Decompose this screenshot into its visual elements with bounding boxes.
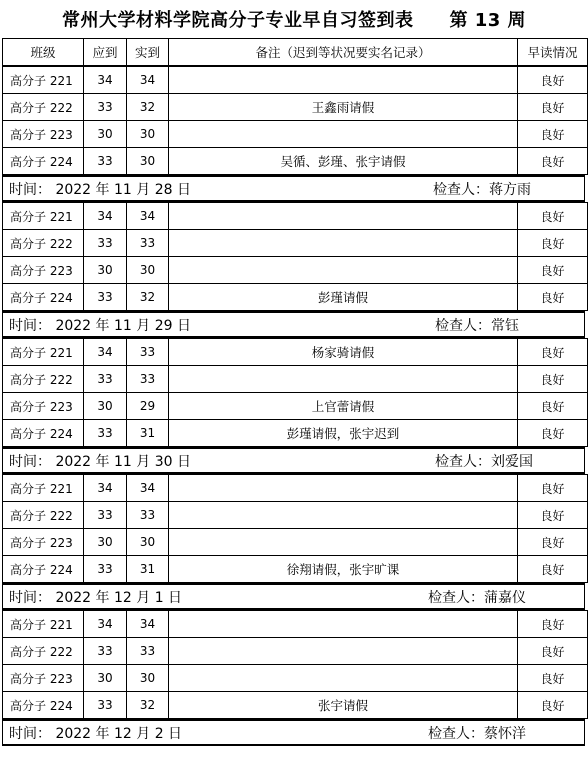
note-cell: 徐翔请假，张宇旷课: [169, 556, 518, 583]
table-row: [3, 665, 588, 692]
should-cell: 33: [84, 366, 127, 393]
class-cell: 高分子 223: [3, 665, 84, 692]
status-cell: 良好: [518, 148, 588, 175]
should-cell: 33: [84, 94, 127, 121]
actual-cell: 33: [127, 638, 169, 665]
should-cell: 30: [84, 529, 127, 556]
header-row: [3, 39, 588, 66]
note-cell: [169, 529, 518, 556]
class-cell: 高分子 221: [3, 339, 84, 366]
header-table: [2, 38, 588, 66]
class-cell: 高分子 223: [3, 257, 84, 284]
status-cell: 良好: [518, 692, 588, 719]
should-cell: 33: [84, 556, 127, 583]
class-cell: 高分子 222: [3, 366, 84, 393]
should-cell: 34: [84, 339, 127, 366]
actual-cell: 34: [127, 611, 169, 638]
note-cell: 张宇请假: [169, 692, 518, 719]
status-cell: 良好: [518, 502, 588, 529]
note-cell: [169, 502, 518, 529]
class-cell: 高分子 224: [3, 284, 84, 311]
actual-cell: 31: [127, 420, 169, 447]
table-row: [3, 339, 588, 366]
note-cell: 杨家骑请假: [169, 339, 518, 366]
note-cell: 王鑫雨请假: [169, 94, 518, 121]
header-should: 应到: [84, 39, 127, 66]
should-cell: 34: [84, 611, 127, 638]
actual-cell: 31: [127, 556, 169, 583]
date-label: 时间： 2022 年 11 月 30 日: [9, 453, 191, 470]
class-cell: 高分子 223: [3, 393, 84, 420]
actual-cell: 33: [127, 366, 169, 393]
status-cell: 良好: [518, 556, 588, 583]
date-label: 时间： 2022 年 11 月 28 日: [9, 181, 191, 198]
note-cell: [169, 67, 518, 94]
status-cell: 良好: [518, 230, 588, 257]
should-cell: 33: [84, 284, 127, 311]
table-row: [3, 556, 588, 583]
class-cell: 高分子 222: [3, 638, 84, 665]
table-row: [3, 638, 588, 665]
class-cell: 高分子 221: [3, 67, 84, 94]
status-cell: 良好: [518, 94, 588, 121]
actual-cell: 30: [127, 148, 169, 175]
table-row: [3, 94, 588, 121]
week-label: 第 13 周: [449, 10, 527, 31]
class-cell: 高分子 221: [3, 203, 84, 230]
should-cell: 33: [84, 692, 127, 719]
note-cell: [169, 230, 518, 257]
table-row: [3, 203, 588, 230]
status-cell: 良好: [518, 420, 588, 447]
class-cell: 高分子 224: [3, 692, 84, 719]
table-row: [3, 692, 588, 719]
note-cell: [169, 475, 518, 502]
class-cell: 高分子 221: [3, 611, 84, 638]
actual-cell: 30: [127, 529, 169, 556]
day-table: [2, 474, 588, 583]
day-table: [2, 610, 588, 719]
date-label: 时间： 2022 年 11 月 29 日: [9, 317, 191, 334]
actual-cell: 32: [127, 284, 169, 311]
checker-label: 检查人：蒋方雨: [433, 181, 531, 198]
note-cell: [169, 121, 518, 148]
class-cell: 高分子 223: [3, 121, 84, 148]
header-class: 班级: [3, 39, 84, 66]
checker-label: 检查人：蒲嘉仪: [428, 589, 526, 606]
status-cell: 良好: [518, 257, 588, 284]
header-actual: 实到: [127, 39, 169, 66]
day-info-row: [2, 175, 585, 202]
note-cell: 彭瑾请假，张宇迟到: [169, 420, 518, 447]
class-cell: 高分子 224: [3, 420, 84, 447]
day-info-row: [2, 719, 585, 746]
days-container: [0, 66, 588, 746]
day-info-row: [2, 583, 585, 610]
should-cell: 33: [84, 638, 127, 665]
should-cell: 33: [84, 420, 127, 447]
table-row: [3, 121, 588, 148]
table-row: [3, 611, 588, 638]
actual-cell: 29: [127, 393, 169, 420]
class-cell: 高分子 222: [3, 230, 84, 257]
table-row: [3, 257, 588, 284]
day-table: [2, 202, 588, 311]
sheet-title: 常州大学材料学院高分子专业早自习签到表: [61, 10, 414, 31]
status-cell: 良好: [518, 529, 588, 556]
note-cell: [169, 665, 518, 692]
actual-cell: 30: [127, 121, 169, 148]
header-status: 早读情况: [518, 39, 588, 66]
should-cell: 30: [84, 393, 127, 420]
status-cell: 良好: [518, 638, 588, 665]
table-row: [3, 529, 588, 556]
table-row: [3, 475, 588, 502]
should-cell: 30: [84, 665, 127, 692]
note-cell: [169, 257, 518, 284]
status-cell: 良好: [518, 203, 588, 230]
note-cell: [169, 611, 518, 638]
class-cell: 高分子 224: [3, 148, 84, 175]
table-row: [3, 420, 588, 447]
table-row: [3, 502, 588, 529]
note-cell: [169, 638, 518, 665]
status-cell: 良好: [518, 393, 588, 420]
class-cell: 高分子 222: [3, 94, 84, 121]
class-cell: 高分子 223: [3, 529, 84, 556]
table-row: [3, 393, 588, 420]
status-cell: 良好: [518, 339, 588, 366]
note-cell: [169, 203, 518, 230]
actual-cell: 34: [127, 475, 169, 502]
header-note: 备注（迟到等状况要实名记录）: [169, 39, 518, 66]
table-row: [3, 148, 588, 175]
should-cell: 33: [84, 230, 127, 257]
checker-label: 检查人：刘爱国: [435, 453, 533, 470]
actual-cell: 30: [127, 257, 169, 284]
class-cell: 高分子 221: [3, 475, 84, 502]
status-cell: 良好: [518, 475, 588, 502]
table-row: [3, 284, 588, 311]
day-table: [2, 66, 588, 175]
should-cell: 34: [84, 475, 127, 502]
should-cell: 33: [84, 502, 127, 529]
table-row: [3, 366, 588, 393]
should-cell: 34: [84, 203, 127, 230]
checker-label: 检查人：常钰: [435, 317, 519, 334]
should-cell: 34: [84, 67, 127, 94]
actual-cell: 34: [127, 67, 169, 94]
status-cell: 良好: [518, 67, 588, 94]
class-cell: 高分子 222: [3, 502, 84, 529]
table-row: [3, 67, 588, 94]
day-info-row: [2, 311, 585, 338]
sheet-title-row: [0, 0, 588, 38]
status-cell: 良好: [518, 611, 588, 638]
actual-cell: 33: [127, 502, 169, 529]
checker-label: 检查人：蔡怀洋: [428, 725, 526, 742]
note-cell: 彭瑾请假: [169, 284, 518, 311]
date-label: 时间： 2022 年 12 月 2 日: [9, 725, 183, 742]
note-cell: [169, 366, 518, 393]
status-cell: 良好: [518, 665, 588, 692]
table-row: [3, 230, 588, 257]
should-cell: 33: [84, 148, 127, 175]
date-label: 时间： 2022 年 12 月 1 日: [9, 589, 183, 606]
status-cell: 良好: [518, 284, 588, 311]
day-info-row: [2, 447, 585, 474]
actual-cell: 30: [127, 665, 169, 692]
note-cell: 吴循、彭瑾、张宇请假: [169, 148, 518, 175]
actual-cell: 32: [127, 692, 169, 719]
actual-cell: 34: [127, 203, 169, 230]
class-cell: 高分子 224: [3, 556, 84, 583]
should-cell: 30: [84, 121, 127, 148]
status-cell: 良好: [518, 121, 588, 148]
status-cell: 良好: [518, 366, 588, 393]
actual-cell: 32: [127, 94, 169, 121]
note-cell: 上官蕾请假: [169, 393, 518, 420]
actual-cell: 33: [127, 339, 169, 366]
actual-cell: 33: [127, 230, 169, 257]
day-table: [2, 338, 588, 447]
should-cell: 30: [84, 257, 127, 284]
